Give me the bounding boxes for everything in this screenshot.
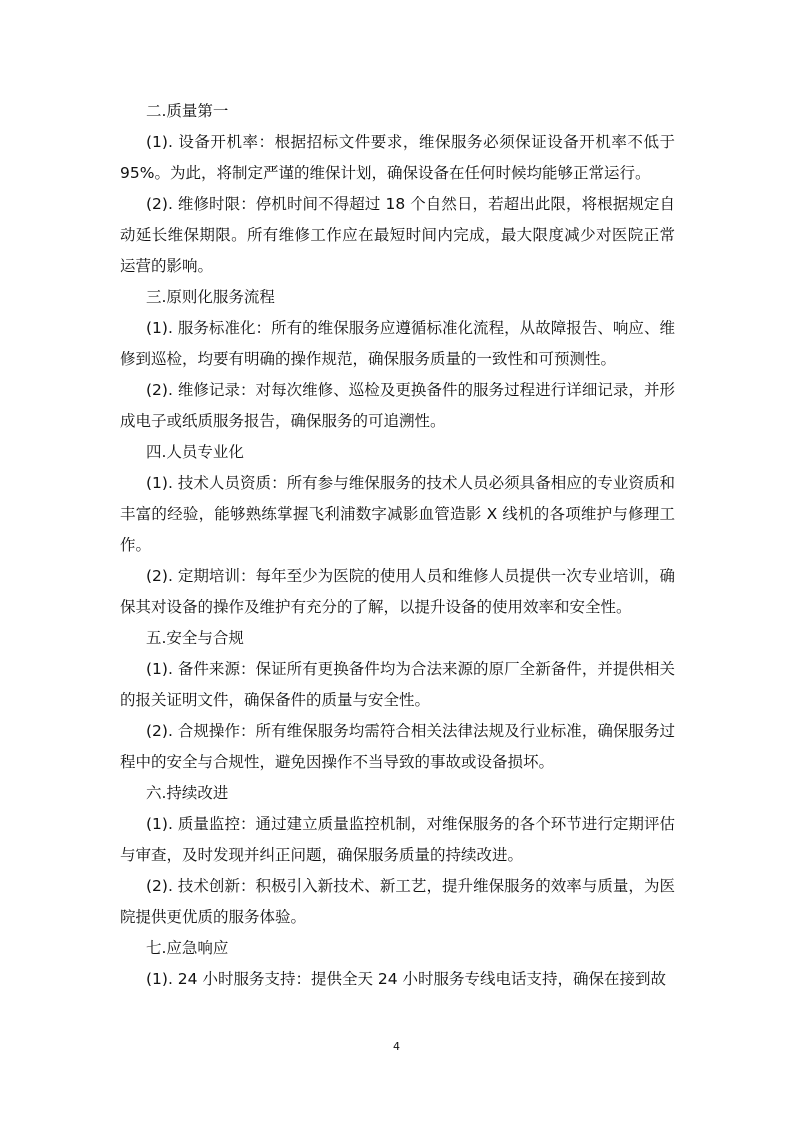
section-heading: 六.持续改进 [146, 784, 229, 802]
paragraph: (2). 技术创新：积极引入新技术、新工艺，提升维保服务的效率与质量，为医院提供更优质的服务体验。 [120, 877, 675, 926]
section-heading: 五.安全与合规 [146, 629, 244, 647]
paragraph: (1). 24 小时服务支持：提供全天 24 小时服务专线电话支持，确保在接到故 [146, 970, 667, 988]
document-body [120, 96, 675, 995]
paragraph: (2). 维修记录：对每次维修、巡检及更换备件的服务过程进行详细记录，并形成电子或纸质服务报告，确保服务的可追溯性。 [120, 381, 675, 430]
section-heading: 四.人员专业化 [146, 443, 244, 461]
paragraph: (1). 服务标准化：所有的维保服务应遵循标准化流程，从故障报告、响应、维修到巡检，均要有明确的操作规范，确保服务质量的一致性和可预测性。 [120, 319, 675, 368]
section-heading: 二.质量第一 [146, 102, 229, 120]
paragraph: (2). 维修时限：停机时间不得超过 18 个自然日，若超出此限，将根据规定自动延长维保期限。所有维修工作应在最短时间内完成，最大限度减少对医院正常运营的影响。 [120, 195, 675, 275]
paragraph: (1). 技术人员资质：所有参与维保服务的技术人员必须具备相应的专业资质和丰富的经验，能够熟练掌握飞利浦数字减影血管造影 X 线机的各项维护与修理工作。 [120, 474, 675, 554]
page-number: 4 [393, 1040, 400, 1053]
paragraph: (2). 合规操作：所有维保服务均需符合相关法律法规及行业标准，确保服务过程中的安全与合规性，避免因操作不当导致的事故或设备损坏。 [120, 722, 675, 771]
section-heading: 七.应急响应 [146, 939, 229, 957]
paragraph: (1). 设备开机率：根据招标文件要求，维保服务必须保证设备开机率不低于95%。为此，将制定严谨的维保计划，确保设备在任何时候均能够正常运行。 [120, 133, 675, 182]
paragraph: (1). 质量监控：通过建立质量监控机制，对维保服务的各个环节进行定期评估与审查，及时发现并纠正问题，确保服务质量的持续改进。 [120, 815, 675, 864]
paragraph: (1). 备件来源：保证所有更换备件均为合法来源的原厂全新备件，并提供相关的报关证明文件，确保备件的质量与安全性。 [120, 660, 675, 709]
section-heading: 三.原则化服务流程 [146, 288, 275, 306]
paragraph: (2). 定期培训：每年至少为医院的使用人员和维修人员提供一次专业培训，确保其对设备的操作及维护有充分的了解，以提升设备的使用效率和安全性。 [120, 567, 675, 616]
